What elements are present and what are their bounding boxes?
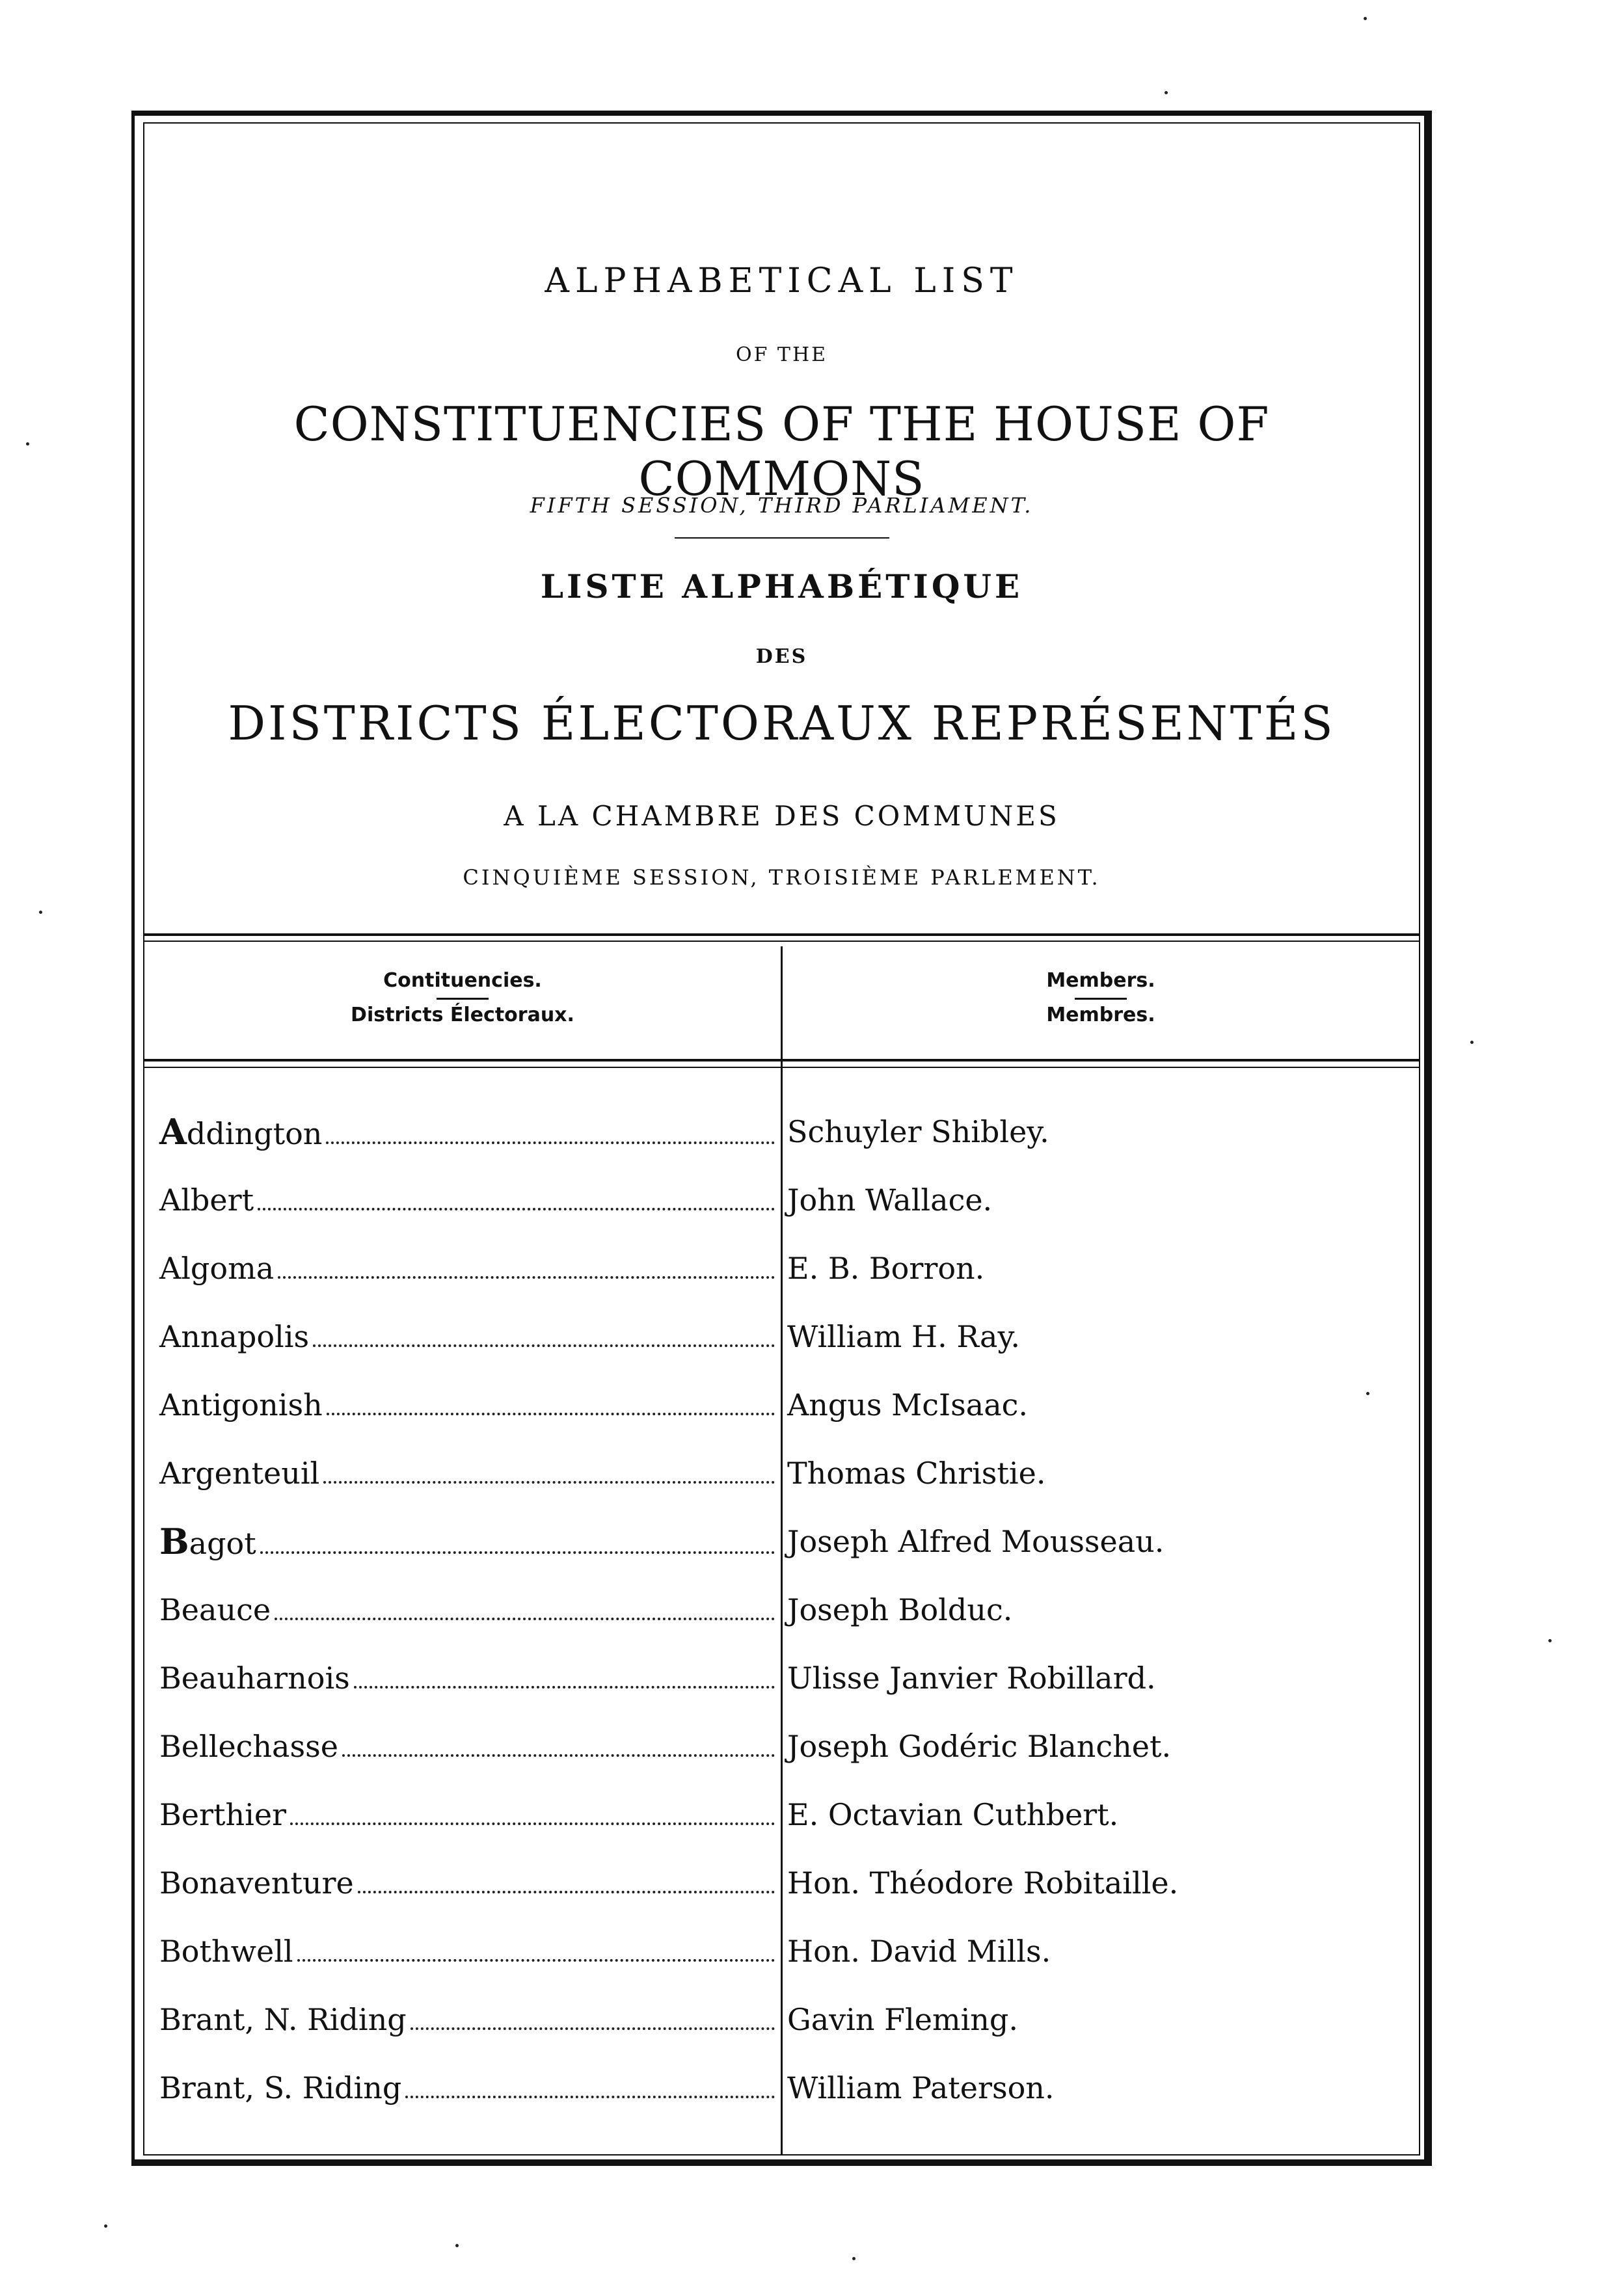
chamber-french: A LA CHAMBRE DES COMMUNES	[504, 800, 1060, 832]
list-item	[159, 1109, 1419, 1177]
dot-leader	[297, 1959, 775, 1962]
dot-leader	[405, 2096, 775, 2098]
dot-leader	[354, 1686, 775, 1689]
list-item	[159, 1724, 1419, 1792]
constituency-cell	[159, 2065, 779, 2111]
constituency-name: Beauce	[159, 1592, 271, 1627]
member-name: E. B. Borron.	[787, 1251, 985, 1286]
dot-leader	[342, 1754, 775, 1757]
constituency-cell	[159, 1109, 779, 1156]
constituency-name: Bonaventure	[159, 1865, 354, 1901]
dot-leader	[278, 1276, 775, 1279]
list-item	[159, 1314, 1419, 1382]
constituency-name: Argenteuil	[159, 1456, 320, 1491]
member-name: Hon. David Mills.	[787, 1934, 1051, 1969]
constituency-name: Albert	[159, 1182, 254, 1218]
constituency-cell	[159, 1724, 779, 1769]
member-name: Ulisse Janvier Robillard.	[787, 1661, 1156, 1696]
constituency-name: Brant, N. Riding	[159, 2002, 407, 2037]
scan-speck	[1366, 1392, 1369, 1395]
list-item	[159, 1382, 1419, 1450]
dot-leader	[323, 1481, 775, 1484]
title-french: LISTE ALPHABÉTIQUE	[540, 567, 1023, 606]
member-name: Gavin Fleming.	[787, 2002, 1018, 2037]
session-english: FIFTH SESSION, THIRD PARLIAMENT.	[530, 493, 1034, 518]
list-item	[159, 1587, 1419, 1655]
constituency-initial: A	[159, 1111, 187, 1153]
list-item	[159, 1177, 1419, 1246]
member-name: Hon. Théodore Robitaille.	[787, 1865, 1179, 1901]
member-name: Joseph Alfred Mousseau.	[787, 1524, 1165, 1559]
scan-speck	[852, 2257, 855, 2260]
member-name: Joseph Bolduc.	[787, 1592, 1013, 1627]
dot-leader	[327, 1413, 775, 1415]
constituency-cell	[159, 1997, 779, 2042]
list-item	[159, 1246, 1419, 1314]
dot-leader	[290, 1822, 775, 1825]
member-name: Joseph Godéric Blanchet.	[787, 1729, 1172, 1764]
column-header-members-fr: Membres.	[1046, 1004, 1155, 1026]
constituency-cell	[159, 1246, 779, 1291]
member-name: E. Octavian Cuthbert.	[787, 1797, 1119, 1832]
dot-leader	[260, 1551, 775, 1554]
member-name: William H. Ray.	[787, 1319, 1020, 1354]
dot-leader	[411, 2027, 775, 2030]
constituency-name: ddington	[186, 1116, 323, 1151]
constituency-name: Beauharnois	[159, 1661, 350, 1696]
member-name: Schuyler Shibley.	[787, 1114, 1049, 1149]
constituency-initial: B	[159, 1521, 189, 1562]
des-line: DES	[755, 645, 808, 668]
of-the-line: OF THE	[735, 343, 828, 366]
constituency-cell	[159, 1860, 779, 1906]
constituency-name: agot	[189, 1526, 256, 1561]
constituency-name: Bothwell	[159, 1934, 293, 1969]
list-item	[159, 1860, 1419, 1929]
column-header-dash	[437, 998, 489, 1000]
table-top-rule	[144, 933, 1419, 936]
constituency-cell	[159, 1177, 779, 1223]
column-header-constituencies-en: Contituencies.	[383, 969, 542, 992]
list-item	[159, 1929, 1419, 1997]
member-name: John Wallace.	[787, 1182, 993, 1218]
constituency-cell	[159, 1929, 779, 1974]
column-header-members	[783, 968, 1419, 1028]
list-item	[159, 1655, 1419, 1724]
member-name: William Paterson.	[787, 2070, 1055, 2105]
dot-leader	[313, 1344, 775, 1347]
scan-speck	[1165, 91, 1168, 94]
list-item	[159, 1519, 1419, 1587]
session-french: CINQUIÈME SESSION, TROISIÈME PARLEMENT.	[463, 865, 1101, 890]
constituency-cell	[159, 1792, 779, 1837]
column-header-dash	[1075, 998, 1127, 1000]
constituency-cell	[159, 1450, 779, 1496]
constituency-cell	[159, 1587, 779, 1633]
constituency-cell	[159, 1314, 779, 1359]
constituency-name: Annapolis	[159, 1319, 310, 1354]
constituency-name: Algoma	[159, 1251, 275, 1286]
constituency-list	[159, 1109, 1419, 2133]
constituency-cell	[159, 1655, 779, 1701]
scan-speck	[26, 442, 29, 446]
scan-speck	[1470, 1041, 1474, 1044]
scan-speck	[1364, 17, 1367, 20]
constituency-name: Antigonish	[159, 1387, 323, 1422]
column-header-constituencies	[144, 968, 781, 1028]
title-divider	[675, 537, 889, 539]
list-item	[159, 1792, 1419, 1860]
scan-speck	[39, 911, 42, 914]
column-header-members-en: Members.	[1046, 969, 1155, 992]
dot-leader	[258, 1208, 775, 1210]
constituency-name: Brant, S. Riding	[159, 2070, 402, 2105]
constituency-name: Berthier	[159, 1797, 287, 1832]
column-header-constituencies-fr: Districts Électoraux.	[351, 1004, 574, 1026]
scan-speck	[455, 2244, 459, 2247]
dot-leader	[275, 1618, 775, 1620]
member-name: Angus McIsaac.	[787, 1387, 1029, 1422]
list-item	[159, 1450, 1419, 1519]
scan-speck	[1548, 1639, 1552, 1642]
dot-leader	[326, 1141, 775, 1144]
constituency-cell	[159, 1382, 779, 1428]
list-item	[159, 1997, 1419, 2065]
subject-english: CONSTITUENCIES OF THE HOUSE OF COMMONS	[293, 397, 1270, 506]
constituency-name: Bellechasse	[159, 1729, 338, 1764]
table-top-rule-thin	[144, 941, 1419, 942]
constituency-cell	[159, 1519, 779, 1566]
member-name: Thomas Christie.	[787, 1456, 1046, 1491]
subject-french: DISTRICTS ÉLECTORAUX REPRÉSENTÉS	[228, 696, 1336, 751]
scan-speck	[104, 2224, 107, 2228]
title-english: ALPHABETICAL LIST	[545, 261, 1019, 300]
list-item	[159, 2065, 1419, 2133]
dot-leader	[358, 1891, 775, 1893]
